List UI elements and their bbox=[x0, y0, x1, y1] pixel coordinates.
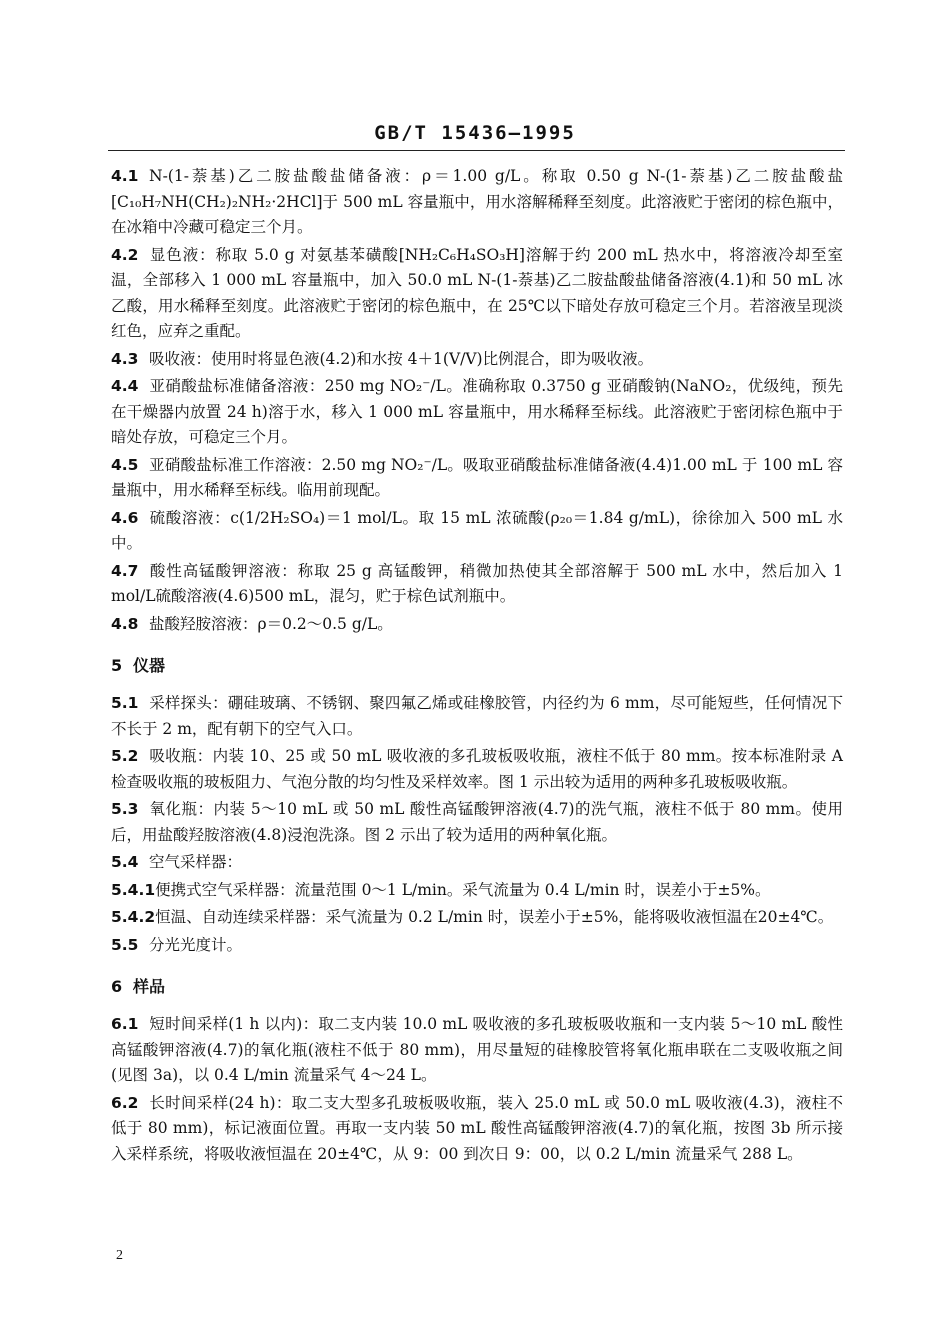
clause-text: 分光光度计。 bbox=[149, 935, 243, 954]
section-title: 仪器 bbox=[133, 656, 166, 675]
clause-text: 氧化瓶：内装 5～10 mL 或 50 mL 酸性高锰酸钾溶液(4.7)的洗气瓶，液柱不低于 80 mm。使用后，用盐酸羟胺溶液(4.8)浸泡洗涤。图 2 示出了较为适用的两种氧化瓶。 bbox=[111, 800, 843, 844]
section-title: 样品 bbox=[133, 977, 166, 996]
clause-number: 5.4 bbox=[111, 853, 139, 871]
clause-4-3 bbox=[111, 347, 843, 373]
clause-number: 4.6 bbox=[111, 508, 139, 527]
clause-4-2 bbox=[111, 243, 843, 345]
clause-4-7 bbox=[111, 559, 843, 610]
page-number: 2 bbox=[116, 1248, 123, 1263]
clause-4-8 bbox=[111, 612, 843, 638]
clause-text: 便携式空气采样器：流量范围 0～1 L/min。采气流量为 0.4 L/min 时，误差小于±5%。 bbox=[155, 880, 771, 899]
clause-text: 亚硝酸盐标准储备溶液：250 mg NO₂⁻/L。准确称取 0.3750 g 亚硝酸钠(NaNO₂，优级纯，预先在干燥器内放置 24 h)溶于水，移入 1 000 mL 容量瓶中，用水稀释至标线。此溶液贮于密闭棕色瓶中于暗处存放，可稳定三个月。 bbox=[111, 377, 843, 446]
clause-5-3 bbox=[111, 797, 843, 848]
clause-4-6 bbox=[111, 506, 843, 557]
clause-6-1 bbox=[111, 1012, 843, 1089]
clause-6-2 bbox=[111, 1091, 843, 1168]
section-number: 6 bbox=[111, 977, 123, 996]
clause-4-5 bbox=[111, 453, 843, 504]
clause-number: 4.4 bbox=[111, 377, 139, 395]
clause-text: 酸性高锰酸钾溶液：称取 25 g 高锰酸钾，稍微加热使其全部溶解于 500 mL 水中，然后加入 1 mol/L硫酸溶液(4.6)500 mL，混匀，贮于棕色试剂瓶中。 bbox=[111, 561, 843, 605]
clause-5-4-1 bbox=[111, 878, 843, 904]
clause-text: 显色液：称取 5.0 g 对氨基苯磺酸[NH₂C₆H₄SO₃H]溶解于约 200 mL 热水中，将溶液冷却至室温，全部移入 1 000 mL 容量瓶中，加入 50.0 mL N-(1-萘基)乙二胺盐酸盐储备溶液(4.1)和 50 mL 冰乙酸，用水稀释至刻度。此溶液贮于密闭的棕色瓶中，在 25℃以下暗处存放可稳定三个月。若溶液呈现淡红色，应弃之重配。 bbox=[111, 245, 843, 340]
clause-text: 亚硝酸盐标准工作溶液：2.50 mg NO₂⁻/L。吸取亚硝酸盐标准储备液(4.4)1.00 mL 于 100 mL 容量瓶中，用水稀释至标线。临用前现配。 bbox=[111, 455, 843, 499]
clause-number: 5.2 bbox=[111, 747, 139, 765]
clause-text: 盐酸羟胺溶液：ρ＝0.2～0.5 g/L。 bbox=[149, 614, 393, 633]
clause-number: 4.1 bbox=[111, 167, 139, 185]
clause-5-2 bbox=[111, 744, 843, 795]
header-rule bbox=[108, 150, 845, 151]
clause-4-4 bbox=[111, 374, 843, 451]
clause-number: 5.4.1 bbox=[111, 880, 156, 899]
standard-code-header: GB/T 15436—1995 bbox=[374, 122, 576, 144]
clause-text: 恒温、自动连续采样器：采气流量为 0.2 L/min 时，误差小于±5%，能将吸收液恒温在20±4℃。 bbox=[155, 908, 834, 926]
clause-4-1 bbox=[111, 164, 843, 241]
section-heading-samples bbox=[111, 974, 843, 1000]
section-number: 5 bbox=[111, 656, 123, 675]
clause-number: 5.1 bbox=[111, 694, 139, 712]
clause-5-5 bbox=[111, 933, 843, 959]
clause-number: 5.5 bbox=[111, 935, 139, 954]
clause-number: 4.2 bbox=[111, 245, 139, 264]
clause-number: 4.8 bbox=[111, 614, 139, 633]
clause-text: 空气采样器： bbox=[149, 853, 243, 871]
clause-text: 短时间采样(1 h 以内)：取二支内装 10.0 mL 吸收液的多孔玻板吸收瓶和一支内装 5～10 mL 酸性高锰酸钾溶液(4.7)的氧化瓶(液柱不低于 80 mm)，用尽量短的硅橡胶管将氧化瓶串联在二支吸收瓶之间(见图 3a)，以 0.4 L/min 流量采气 4～24 L。 bbox=[111, 1015, 843, 1084]
document-body bbox=[111, 164, 843, 1169]
clause-number: 4.3 bbox=[111, 349, 139, 368]
clause-text: 吸收液：使用时将显色液(4.2)和水按 4＋1(V/V)比例混合，即为吸收液。 bbox=[149, 349, 654, 368]
section-heading-instruments bbox=[111, 653, 843, 679]
clause-number: 4.7 bbox=[111, 561, 139, 580]
clause-number: 6.1 bbox=[111, 1015, 139, 1033]
clause-text: N-(1-萘基)乙二胺盐酸盐储备液：ρ＝1.00 g/L。称取 0.50 g N-(1-萘基)乙二胺盐酸盐[C₁₀H₇NH(CH₂)₂NH₂·2HCl]于 500 mL 容量瓶中，用水溶解稀释至刻度。此溶液贮于密闭的棕色瓶中，在冰箱中冷藏可稳定三个月。 bbox=[111, 167, 843, 236]
clause-text: 长时间采样(24 h)：取二支大型多孔玻板吸收瓶，装入 25.0 mL 或 50.0 mL 吸收液(4.3)，液柱不低于 80 mm)，标记液面位置。再取一支内装 50 mL 酸性高锰酸钾溶液(4.7)的氧化瓶，按图 3b 所示接入采样系统，将吸收液恒温在 20±4℃，从 9：00 到次日 9：00，以 0.2 L/min 流量采气 288 L。 bbox=[111, 1093, 843, 1163]
clause-number: 5.3 bbox=[111, 800, 139, 818]
clause-number: 6.2 bbox=[111, 1093, 139, 1112]
clause-number: 5.4.2 bbox=[111, 908, 156, 926]
clause-text: 硫酸溶液：c(1/2H₂SO₄)＝1 mol/L。取 15 mL 浓硫酸(ρ₂₀＝1.84 g/mL)，徐徐加入 500 mL 水中。 bbox=[111, 508, 843, 552]
clause-5-1 bbox=[111, 691, 843, 742]
clause-number: 4.5 bbox=[111, 455, 139, 474]
clause-text: 采样探头：硼硅玻璃、不锈钢、聚四氟乙烯或硅橡胶管，内径约为 6 mm，尽可能短些，任何情况下不长于 2 m，配有朝下的空气入口。 bbox=[111, 694, 843, 738]
clause-5-4-2 bbox=[111, 905, 843, 931]
clause-text: 吸收瓶：内装 10、25 或 50 mL 吸收液的多孔玻板吸收瓶，液柱不低于 80 mm。按本标准附录 A 检查吸收瓶的玻板阻力、气泡分散的均匀性及采样效率。图 1 示出较为适用的两种多孔玻板吸收瓶。 bbox=[111, 747, 843, 791]
clause-5-4 bbox=[111, 850, 843, 876]
